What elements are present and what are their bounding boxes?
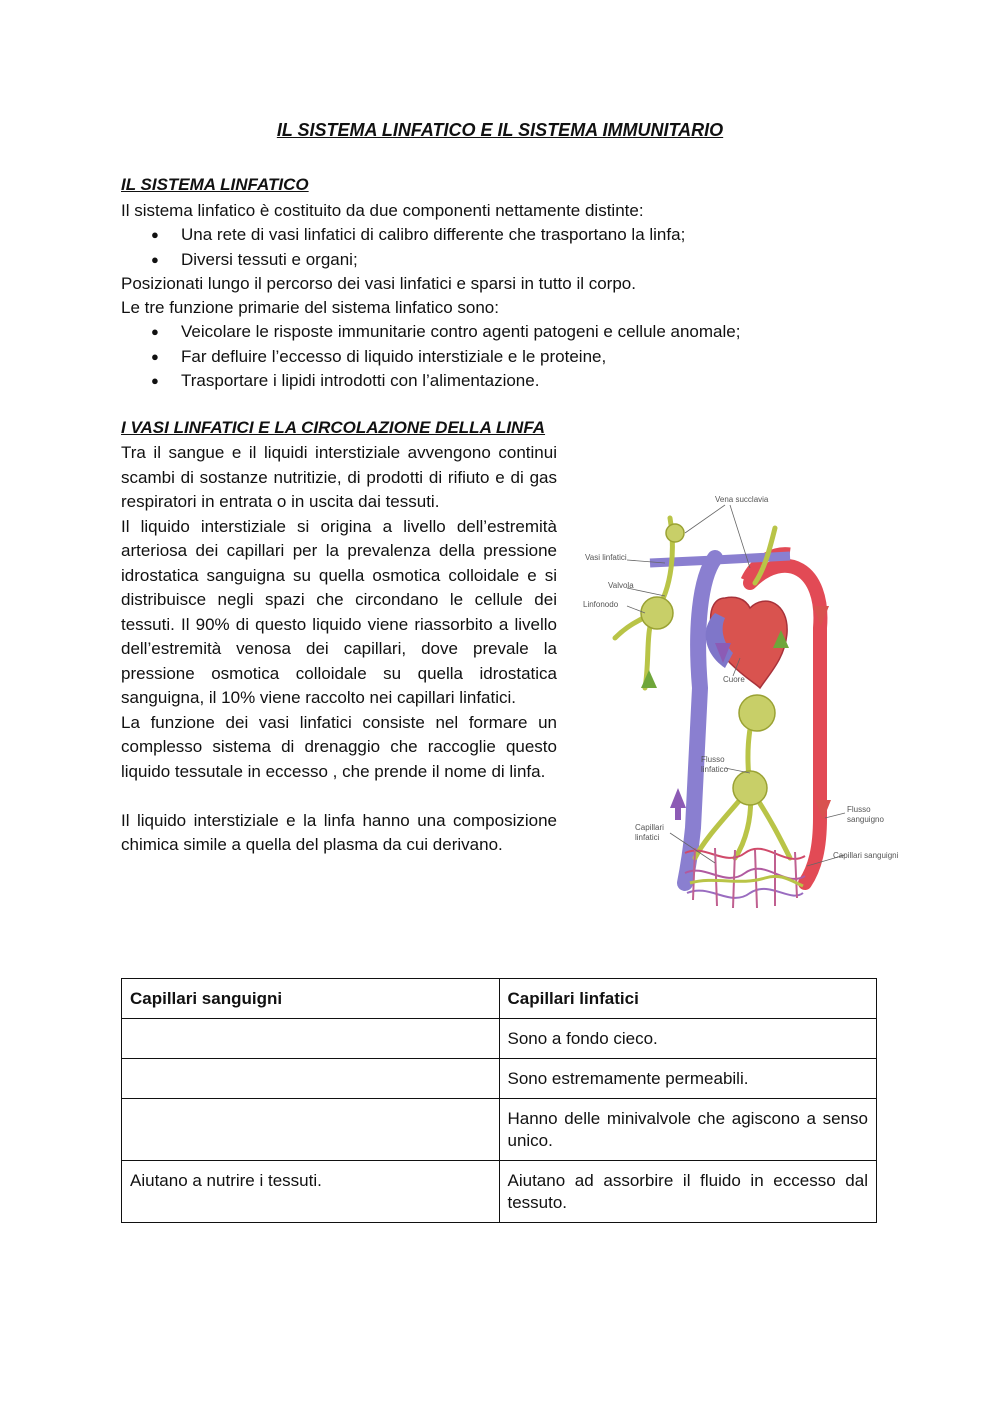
label-capillari-linfatici: Capillari	[635, 823, 664, 832]
paragraph: Tra il sangue e il liquidi interstiziale avvengono continui scambi di sostanze nutritizie, di prodotti di rifiuto e di gas respiratori in entrata o in uscita dai tessuti.	[121, 443, 557, 511]
table-cell: Aiutano ad assorbire il fluido in eccesso dal tessuto.	[499, 1161, 877, 1223]
table-row	[122, 1161, 877, 1223]
label-vena-succlavia: Vena succlavia	[715, 495, 769, 504]
comparison-table	[121, 978, 877, 1223]
diagram-svg	[575, 488, 910, 923]
capillary-bed	[685, 848, 805, 908]
list-item: ● Diversi tessuti e organi;	[121, 248, 685, 273]
arrow-up-icon	[670, 788, 686, 808]
list-item: ● Veicolare le risposte immunitarie contro agenti patogeni e cellule anomale;	[121, 320, 740, 345]
table-cell	[122, 1019, 500, 1059]
list-item: ● Una rete di vasi linfatici di calibro differente che trasportano la linfa;	[121, 223, 685, 248]
table-cell: Sono estremamente permeabili.	[499, 1059, 877, 1099]
intro-text: Il sistema linfatico è costituito da due componenti nettamente distinte:	[121, 201, 644, 220]
page-title: IL SISTEMA LINFATICO E IL SISTEMA IMMUNITARIO	[276, 120, 724, 140]
table-cell: Aiutano a nutrire i tessuti.	[122, 1161, 500, 1223]
section-heading-linfatico: IL SISTEMA LINFATICO	[121, 175, 309, 194]
functions-intro: Le tre funzione primarie del sistema linfatico sono:	[121, 298, 499, 317]
label-cuore: Cuore	[723, 675, 745, 684]
functions-list	[121, 320, 740, 394]
paragraph: Il liquido interstiziale e la linfa hanno una composizione chimica simile a quella del plasma da cui derivano.	[121, 810, 557, 854]
components-list	[121, 223, 685, 272]
label-flusso-linfatico: linfatico	[701, 765, 729, 774]
label-flusso-sanguigno: sanguigno	[847, 815, 884, 824]
label-capillari-linfatici: linfatici	[635, 833, 660, 842]
table-row	[122, 1059, 877, 1099]
list-item: ● Far defluire l’eccesso di liquido interstiziale e le proteine,	[121, 345, 740, 370]
table-row	[122, 1019, 877, 1059]
table-header: Capillari sanguigni	[122, 979, 500, 1019]
position-text: Posizionati lungo il percorso dei vasi linfatici e sparsi in tutto il corpo.	[121, 274, 636, 293]
paragraph: La funzione dei vasi linfatici consiste nel formare un complesso sistema di drenaggio che raccoglie questo liquido tessutale in eccesso , che prende il nome di linfa.	[121, 712, 557, 781]
section-heading-vasi: I VASI LINFATICI E LA CIRCOLAZIONE DELLA LINFA	[121, 418, 546, 437]
table-cell	[122, 1059, 500, 1099]
table-cell: Hanno delle minivalvole che agiscono a senso unico.	[499, 1099, 877, 1161]
paragraph: Il liquido interstiziale si origina a livello dell’estremità arteriosa dei capillari per la prevalenza della pressione idrostatica sanguigna su quella osmotica colloidale e si distribuisce negli spazi che circondano le cellule dei tessuti. Il 90% di questo liquido viene riassorbito a livello dell’estremità venosa dei capillari, dove prevale la pressione osmotica colloidale su quella idrostatica sanguigna, il 10% viene raccolto nei capillari linfatici.	[121, 516, 557, 707]
label-flusso-sanguigno: Flusso	[847, 805, 871, 814]
lymphatic-circulation-diagram	[575, 488, 910, 923]
table-cell	[122, 1099, 500, 1161]
vasi-text-block	[121, 441, 557, 858]
list-item: ● Trasportare i lipidi introdotti con l’alimentazione.	[121, 369, 740, 394]
label-flusso-linfatico: Flusso	[701, 755, 725, 764]
label-vasi-linfatici: Vasi linfatici	[585, 553, 627, 562]
label-capillari-sanguigni: Capillari sanguigni	[833, 851, 899, 860]
arrow-up-icon	[641, 670, 657, 688]
label-valvola: Valvola	[608, 581, 634, 590]
label-linfonodo: Linfonodo	[583, 600, 619, 609]
table-row	[122, 1099, 877, 1161]
table-header: Capillari linfatici	[499, 979, 877, 1019]
table-cell: Sono a fondo cieco.	[499, 1019, 877, 1059]
table-header-row	[122, 979, 877, 1019]
